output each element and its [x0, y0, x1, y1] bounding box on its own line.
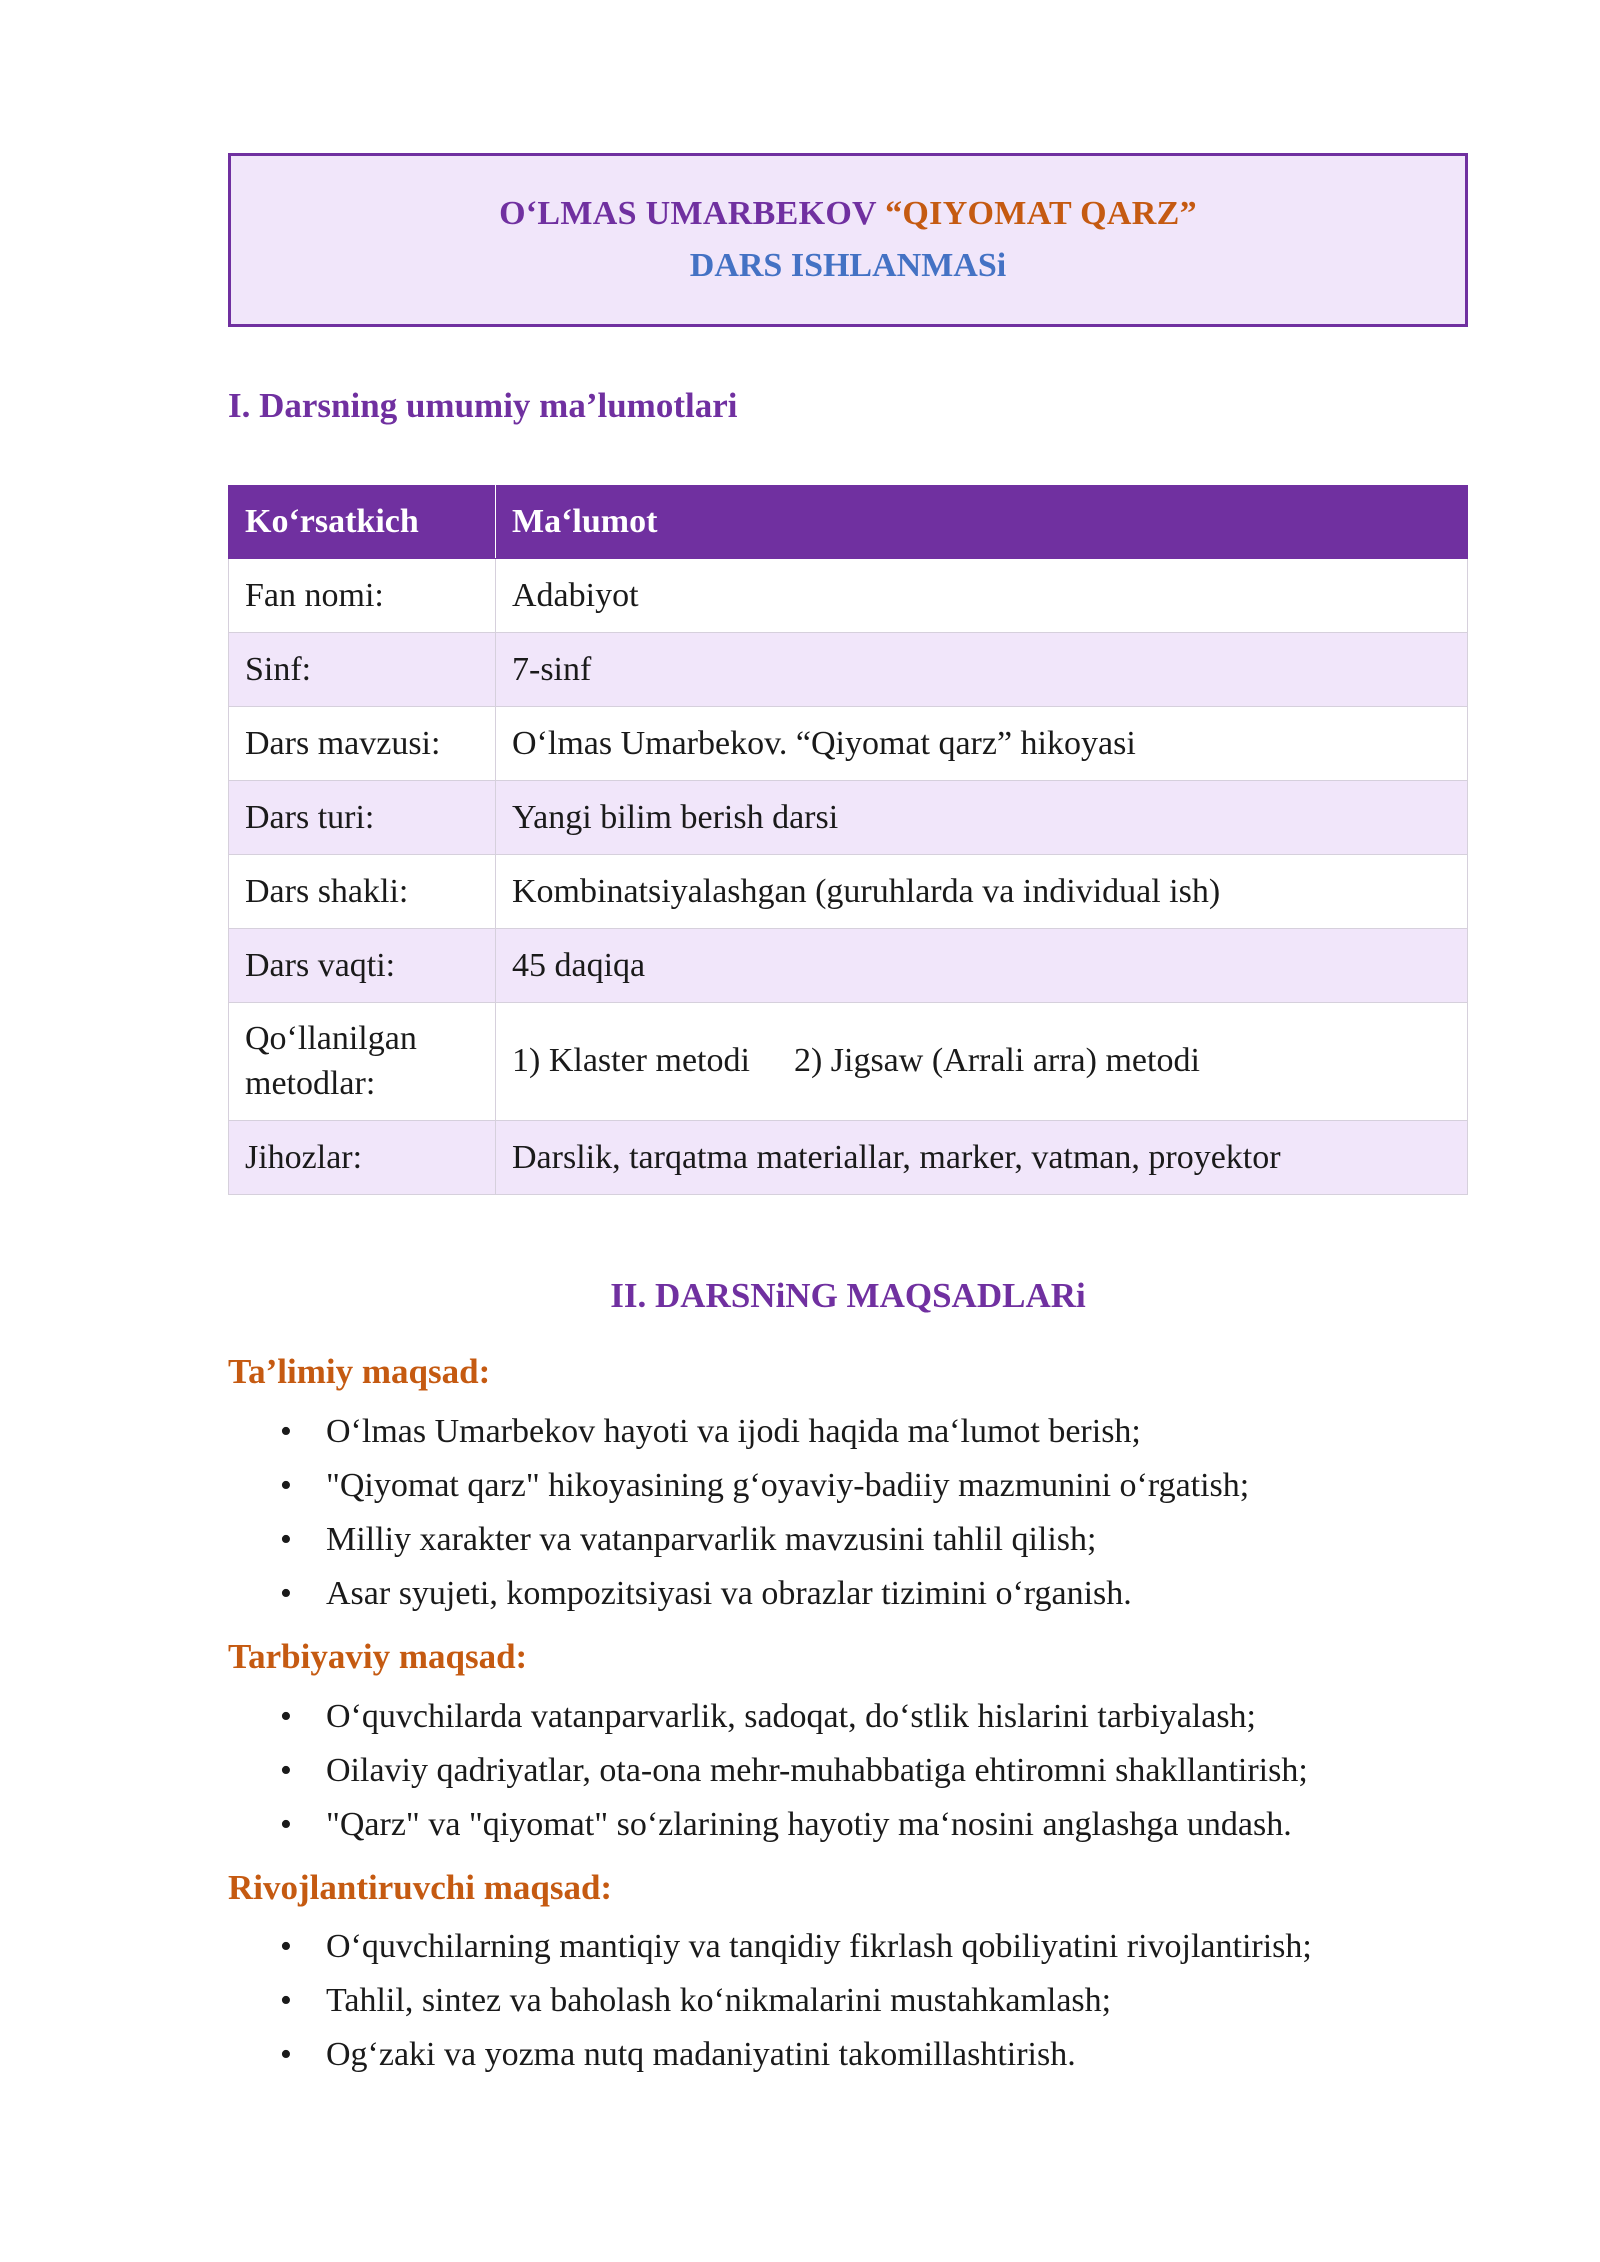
table-row — [229, 855, 1468, 929]
table-header-info: Ma‘lumot — [496, 486, 1468, 559]
list-item-text: Asar syujeti, kompozitsiyasi va obrazlar tizimini o‘rganish. — [326, 1575, 1132, 1612]
row-value: Kombinatsiyalashgan (guruhlarda va individual ish) — [496, 855, 1468, 929]
list-item-text: O‘quvchilarda vatanparvarlik, sadoqat, do‘stlik hislarini tarbiyalash; — [326, 1698, 1257, 1735]
list-item-text: "Qiyomat qarz" hikoyasining g‘oyaviy-badiiy mazmunini o‘rgatish; — [326, 1467, 1250, 1504]
table-row — [229, 781, 1468, 855]
list-item-text: Oilaviy qadriyatlar, ota-ona mehr-muhabbatiga ehtiromni shakllantirish; — [326, 1752, 1308, 1789]
list-item-text: Og‘zaki va yozma nutq madaniyatini takomillashtirish. — [326, 2036, 1076, 2073]
list-item-text: Tahlil, sintez va baholash ko‘nikmalarini mustahkamlash; — [326, 1982, 1112, 2019]
bullet: • — [280, 1752, 292, 1789]
row-key: Jihozlar: — [229, 1121, 496, 1195]
table-row — [229, 1003, 1468, 1121]
section2-heading: II. DARSNiNG MAQSADLARi — [610, 1276, 1086, 1315]
bullet: • — [280, 1806, 292, 1843]
method-1: 1) Klaster metodi — [512, 1042, 750, 1080]
list-item-text: O‘lmas Umarbekov hayoti va ijodi haqida ma‘lumot berish; — [326, 1413, 1141, 1450]
list-item — [228, 1744, 1308, 1798]
list-item — [228, 2028, 1312, 2082]
list-item-text: "Qarz" va "qiyomat" so‘zlarining hayotiy ma‘nosini anglashga undash. — [326, 1806, 1292, 1843]
list-item — [228, 1567, 1249, 1621]
list-item — [228, 1690, 1308, 1744]
row-key: Dars mavzusi: — [229, 707, 496, 781]
list-item — [228, 1405, 1249, 1459]
row-value: Darslik, tarqatma materiallar, marker, vatman, proyektor — [496, 1121, 1468, 1195]
row-key: Dars vaqti: — [229, 929, 496, 1003]
method-2: 2) Jigsaw (Arrali arra) metodi — [793, 1042, 1200, 1080]
lesson-info-table — [228, 485, 1468, 1195]
list-item-text: Milliy xarakter va vatanparvarlik mavzusini tahlil qilish; — [326, 1521, 1097, 1558]
table-row — [229, 929, 1468, 1003]
bullet: • — [280, 2036, 292, 2073]
row-value: Adabiyot — [496, 559, 1468, 633]
bullet: • — [280, 1928, 292, 1965]
row-value: 45 daqiqa — [496, 929, 1468, 1003]
table-row — [229, 1121, 1468, 1195]
section1-heading: I. Darsning umumiy ma’lumotlari — [228, 386, 738, 425]
title-author: O‘LMAS UMARBEKOV — [499, 195, 877, 232]
bullet: • — [280, 1413, 292, 1450]
row-key: Sinf: — [229, 633, 496, 707]
table-header-indicator: Ko‘rsatkich — [229, 486, 496, 559]
list-item — [228, 1798, 1308, 1852]
list-item-text: O‘quvchilarning mantiqiy va tanqidiy fikrlash qobiliyatini rivojlantirish; — [326, 1928, 1312, 1965]
bullet: • — [280, 1982, 292, 2019]
bullet: • — [280, 1467, 292, 1504]
row-key-line1: Qo‘llanilgan — [245, 1020, 417, 1058]
table-row — [229, 707, 1468, 781]
title-box — [228, 153, 1468, 327]
table-row — [229, 559, 1468, 633]
bullet: • — [280, 1575, 292, 1612]
document-subtitle: DARS ISHLANMASi — [689, 247, 1007, 284]
row-key: Fan nomi: — [229, 559, 496, 633]
row-key: Dars shakli: — [229, 855, 496, 929]
title-work: “QIYOMAT QARZ” — [885, 195, 1197, 232]
goal-list-developmental — [228, 1920, 1312, 2082]
row-value: Yangi bilim berish darsi — [496, 781, 1468, 855]
goal-heading-upbringing: Tarbiyaviy maqsad: — [228, 1637, 528, 1676]
list-item — [228, 1513, 1249, 1567]
row-key — [229, 1003, 496, 1121]
row-value — [496, 1003, 1468, 1121]
goal-heading-educational: Ta’limiy maqsad: — [228, 1352, 491, 1391]
row-value: O‘lmas Umarbekov. “Qiyomat qarz” hikoyasi — [496, 707, 1468, 781]
list-item — [228, 1974, 1312, 2028]
list-item — [228, 1459, 1249, 1513]
row-key-line2: metodlar: — [245, 1064, 376, 1102]
table-header-row — [229, 486, 1468, 559]
goal-list-educational — [228, 1405, 1249, 1621]
goal-list-upbringing — [228, 1690, 1308, 1852]
document-title — [499, 195, 1197, 233]
table-row — [229, 633, 1468, 707]
row-key: Dars turi: — [229, 781, 496, 855]
bullet: • — [280, 1521, 292, 1558]
list-item — [228, 1920, 1312, 1974]
goal-heading-developmental: Rivojlantiruvchi maqsad: — [228, 1868, 613, 1907]
row-value: 7-sinf — [496, 633, 1468, 707]
bullet: • — [280, 1698, 292, 1735]
